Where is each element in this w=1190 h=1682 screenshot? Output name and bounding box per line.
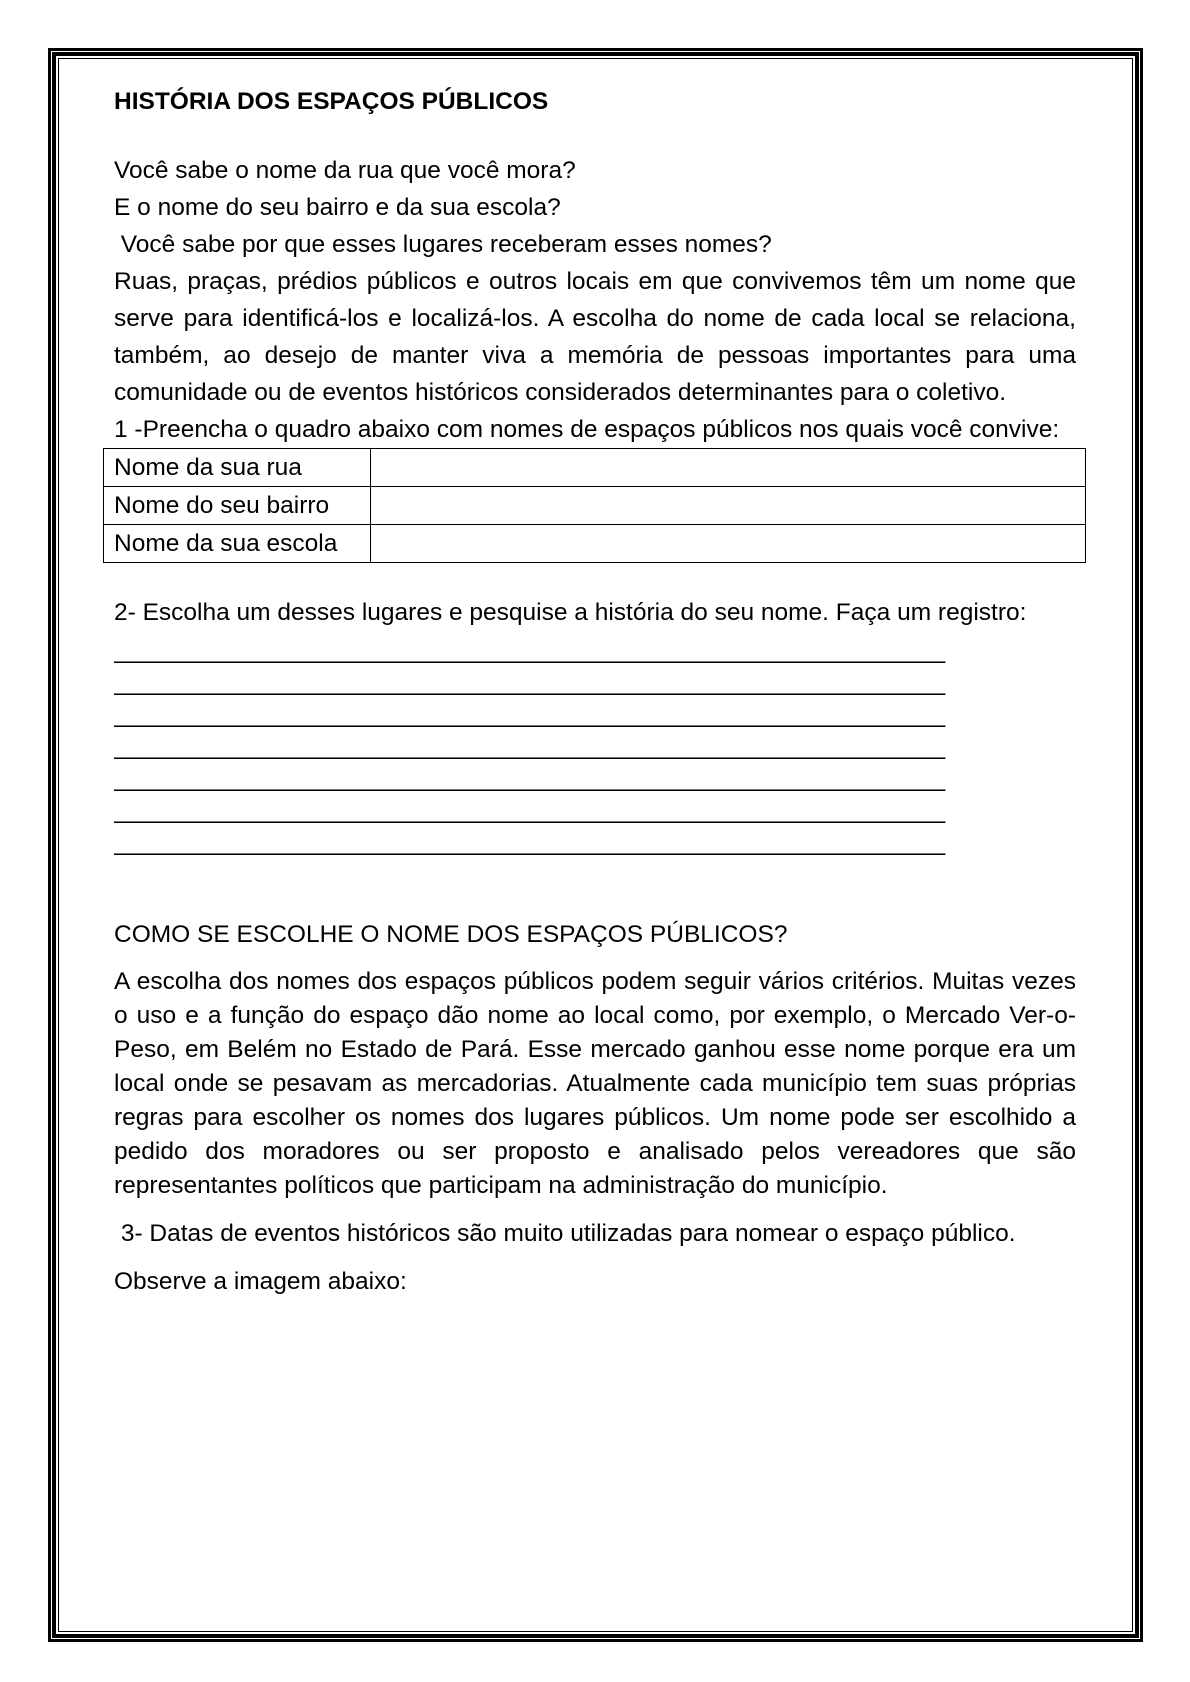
row-label-bairro: Nome do seu bairro bbox=[104, 487, 371, 525]
answer-cell-bairro[interactable] bbox=[371, 487, 1086, 525]
row-label-rua: Nome da sua rua bbox=[104, 449, 371, 487]
section-2-title: COMO SE ESCOLHE O NOME DOS ESPAÇOS PÚBLICOS? bbox=[114, 921, 788, 948]
answer-line[interactable]: _____________________________________________________________ bbox=[114, 637, 946, 664]
answer-cell-escola[interactable] bbox=[371, 525, 1086, 563]
question-2-text: 2- Escolha um desses lugares e pesquise a história do seu nome. Faça um registro: bbox=[114, 599, 1027, 626]
answer-line[interactable]: _____________________________________________________________ bbox=[114, 701, 946, 728]
answer-lines bbox=[114, 635, 1076, 859]
section-2-paragraph: A escolha dos nomes dos espaços públicos podem seguir vários critérios. Muitas vezes o uso e a função do espaço dão nome ao local como, por exemplo, o Mercado Ver-o-Peso, em Belém no Estado de Pará. Esse mercado ganhou esse nome porque era um local onde se pesavam as mercadorias. Atualmente cada município tem suas próprias regras para escolher os nomes dos lugares públicos. Um nome pode ser escolhido a pedido dos moradores ou ser proposto e analisado pelos vereadores que são representantes políticos que participam na administração do município. bbox=[114, 968, 1076, 1199]
intro-line-2: E o nome do seu bairro e da sua escola? bbox=[114, 194, 561, 221]
answer-line[interactable]: _____________________________________________________________ bbox=[114, 669, 946, 696]
table-row bbox=[104, 525, 1086, 563]
intro-line-3: Você sabe por que esses lugares receberam esses nomes? bbox=[114, 231, 772, 258]
answer-line[interactable]: _____________________________________________________________ bbox=[114, 733, 946, 760]
intro-line-1: Você sabe o nome da rua que você mora? bbox=[114, 157, 576, 184]
table-row bbox=[104, 487, 1086, 525]
answer-line[interactable]: _____________________________________________________________ bbox=[114, 797, 946, 824]
intro-paragraph: Ruas, praças, prédios públicos e outros locais em que convivemos têm um nome que serve para identificá-los e localizá-los. A escolha do nome de cada local se relaciona, também, ao desejo de manter viva a memória de pessoas importantes para uma comunidade ou de eventos históricos considerados determinantes para o coletivo. bbox=[114, 268, 1076, 406]
worksheet-content bbox=[114, 82, 1076, 1299]
public-spaces-table bbox=[103, 448, 1086, 563]
page-title: HISTÓRIA DOS ESPAÇOS PÚBLICOS bbox=[114, 88, 549, 115]
observe-instruction: Observe a imagem abaixo: bbox=[114, 1268, 407, 1295]
table-row bbox=[104, 449, 1086, 487]
question-3-text: 3- Datas de eventos históricos são muito utilizadas para nomear o espaço público. bbox=[114, 1220, 1016, 1247]
answer-line[interactable]: _____________________________________________________________ bbox=[114, 765, 946, 792]
answer-cell-rua[interactable] bbox=[371, 449, 1086, 487]
row-label-escola: Nome da sua escola bbox=[104, 525, 371, 563]
answer-line[interactable]: _____________________________________________________________ bbox=[114, 829, 946, 856]
question-1-text: 1 -Preencha o quadro abaixo com nomes de espaços públicos nos quais você convive: bbox=[114, 416, 1060, 443]
